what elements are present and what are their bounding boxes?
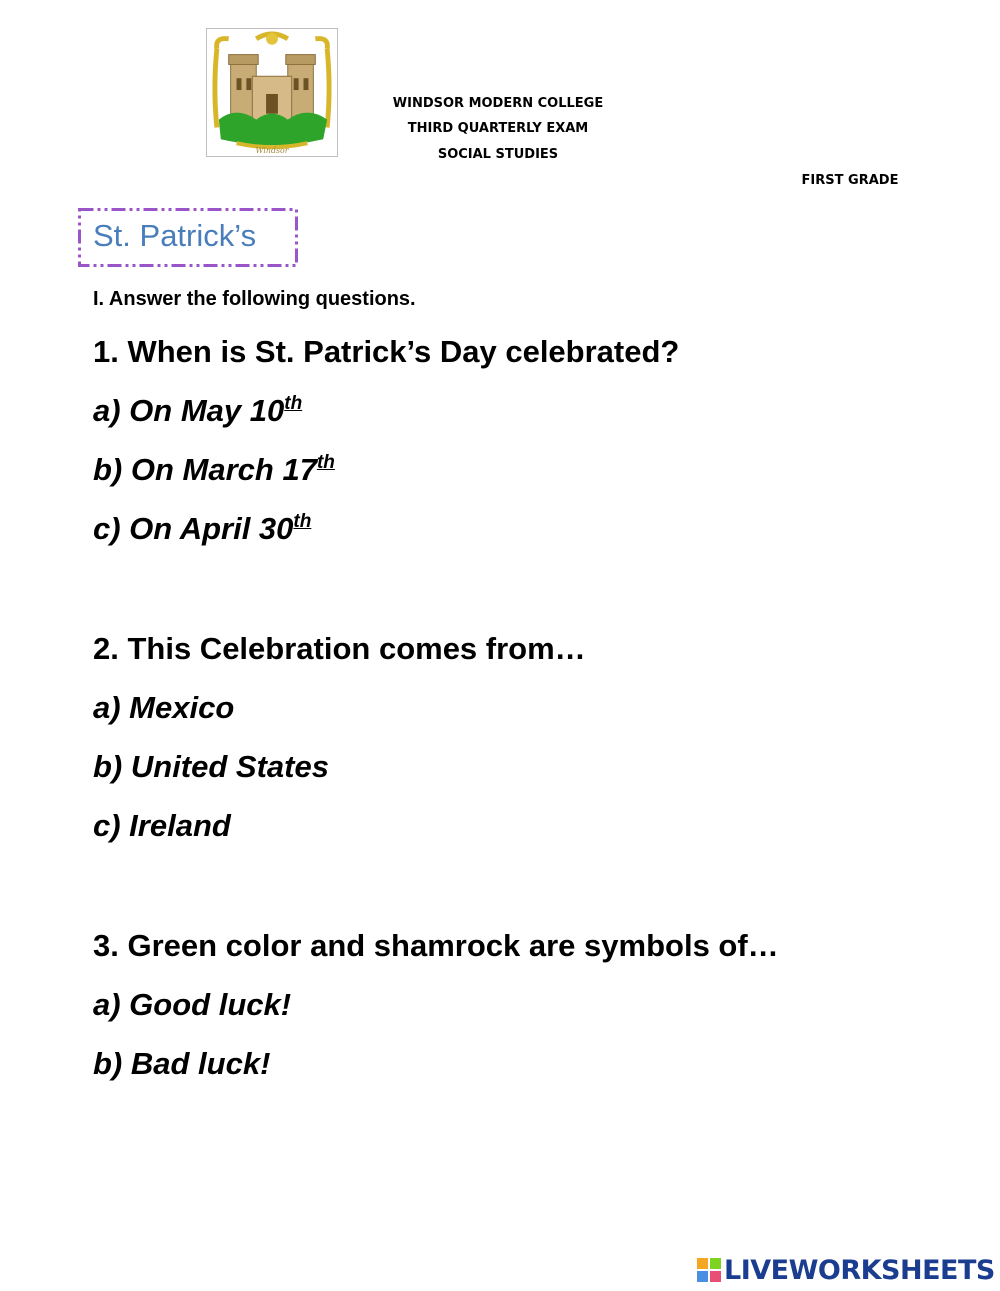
question-1-option-c[interactable]: c) On April 30th bbox=[93, 511, 312, 546]
ordinal-suffix: th bbox=[293, 511, 312, 532]
title-box bbox=[78, 208, 298, 267]
question-3-option-a[interactable]: a) Good luck! bbox=[93, 987, 292, 1022]
question-1-option-b[interactable]: b) On March 17th bbox=[93, 452, 335, 487]
school-logo bbox=[206, 28, 338, 157]
brand-name: LIVEWORKSHEETS bbox=[724, 1254, 995, 1286]
question-3-option-b[interactable]: b) Bad luck! bbox=[93, 1046, 271, 1081]
grade-label: FIRST GRADE bbox=[801, 173, 899, 188]
svg-text:Windsor: Windsor bbox=[255, 146, 289, 156]
ordinal-suffix: th bbox=[316, 452, 335, 473]
ordinal-suffix: th bbox=[284, 393, 303, 414]
footer-brand[interactable] bbox=[697, 1254, 995, 1286]
subject-name: SOCIAL STUDIES bbox=[437, 147, 559, 162]
question-3: 3. Green color and shamrock are symbols of… bbox=[93, 928, 779, 963]
question-2-option-c[interactable]: c) Ireland bbox=[93, 808, 231, 843]
exam-name: THIRD QUARTERLY EXAM bbox=[407, 121, 589, 136]
question-2: 2. This Celebration comes from… bbox=[93, 631, 586, 666]
question-2-option-a[interactable]: a) Mexico bbox=[93, 690, 235, 725]
castle-crest-icon bbox=[207, 29, 337, 156]
question-2-option-b[interactable]: b) United States bbox=[93, 749, 329, 784]
question-1-option-a[interactable]: a) On May 10th bbox=[93, 393, 303, 428]
page-title: St. Patrick’s bbox=[93, 218, 257, 253]
school-name: WINDSOR MODERN COLLEGE bbox=[392, 96, 604, 111]
instruction-text: I. Answer the following questions. bbox=[93, 288, 416, 310]
liveworksheets-logo-icon bbox=[697, 1258, 721, 1282]
question-1: 1. When is St. Patrick’s Day celebrated? bbox=[93, 334, 680, 369]
